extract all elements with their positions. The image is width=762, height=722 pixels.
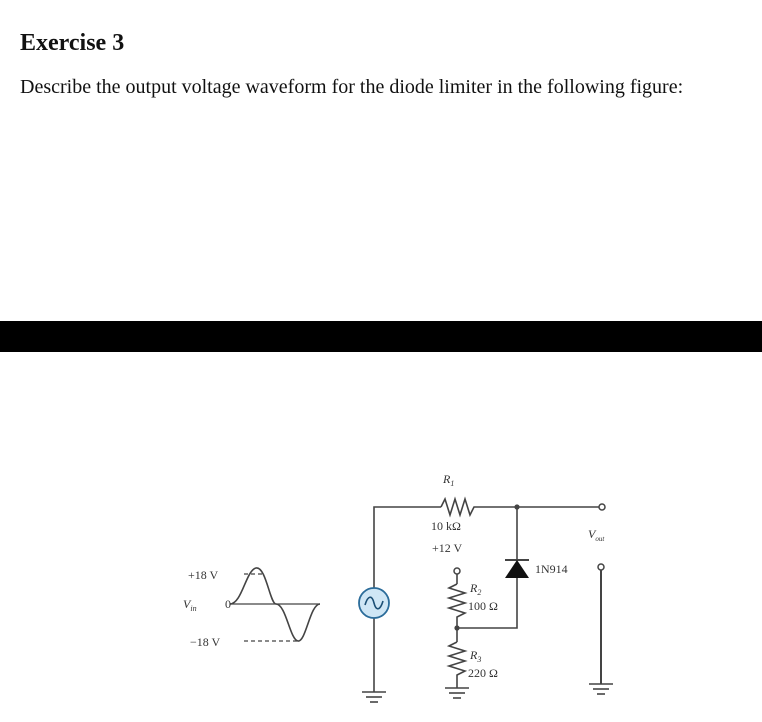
pos-peak-label: +18 V — [188, 568, 219, 582]
supply-terminal — [454, 568, 460, 574]
diode-limiter-circuit — [0, 352, 762, 722]
exercise-title: Exercise 3 — [20, 30, 125, 56]
r2-value: 100 Ω — [468, 599, 498, 613]
junction-dot-top — [514, 504, 519, 509]
neg-peak-label: −18 V — [190, 635, 221, 649]
diode-symbol — [505, 560, 529, 578]
diode-label: 1N914 — [535, 562, 568, 576]
r3-resistor — [449, 642, 465, 688]
r1-value: 10 kΩ — [431, 519, 461, 533]
black-divider-bar — [0, 321, 762, 352]
junction-dot-r2r3 — [454, 625, 459, 630]
vin-label: $V_{in}$ — [183, 597, 197, 613]
r3-label: $R_3$ — [470, 648, 482, 664]
zero-label: 0 — [225, 597, 231, 611]
vout-label: $V_{out}$ — [588, 527, 605, 543]
output-terminal-lower — [598, 564, 604, 570]
r3-value: 220 Ω — [468, 666, 498, 680]
r1-resistor — [441, 499, 600, 515]
r2-label: $R_2$ — [470, 581, 482, 597]
r2-resistor — [449, 584, 465, 642]
exercise-prompt: Describe the output voltage waveform for the diode limiter in the following figure: — [20, 76, 684, 98]
output-terminal-top — [599, 504, 605, 510]
supply-label: +12 V — [432, 541, 463, 555]
r1-label: $R_1$ — [443, 472, 455, 488]
